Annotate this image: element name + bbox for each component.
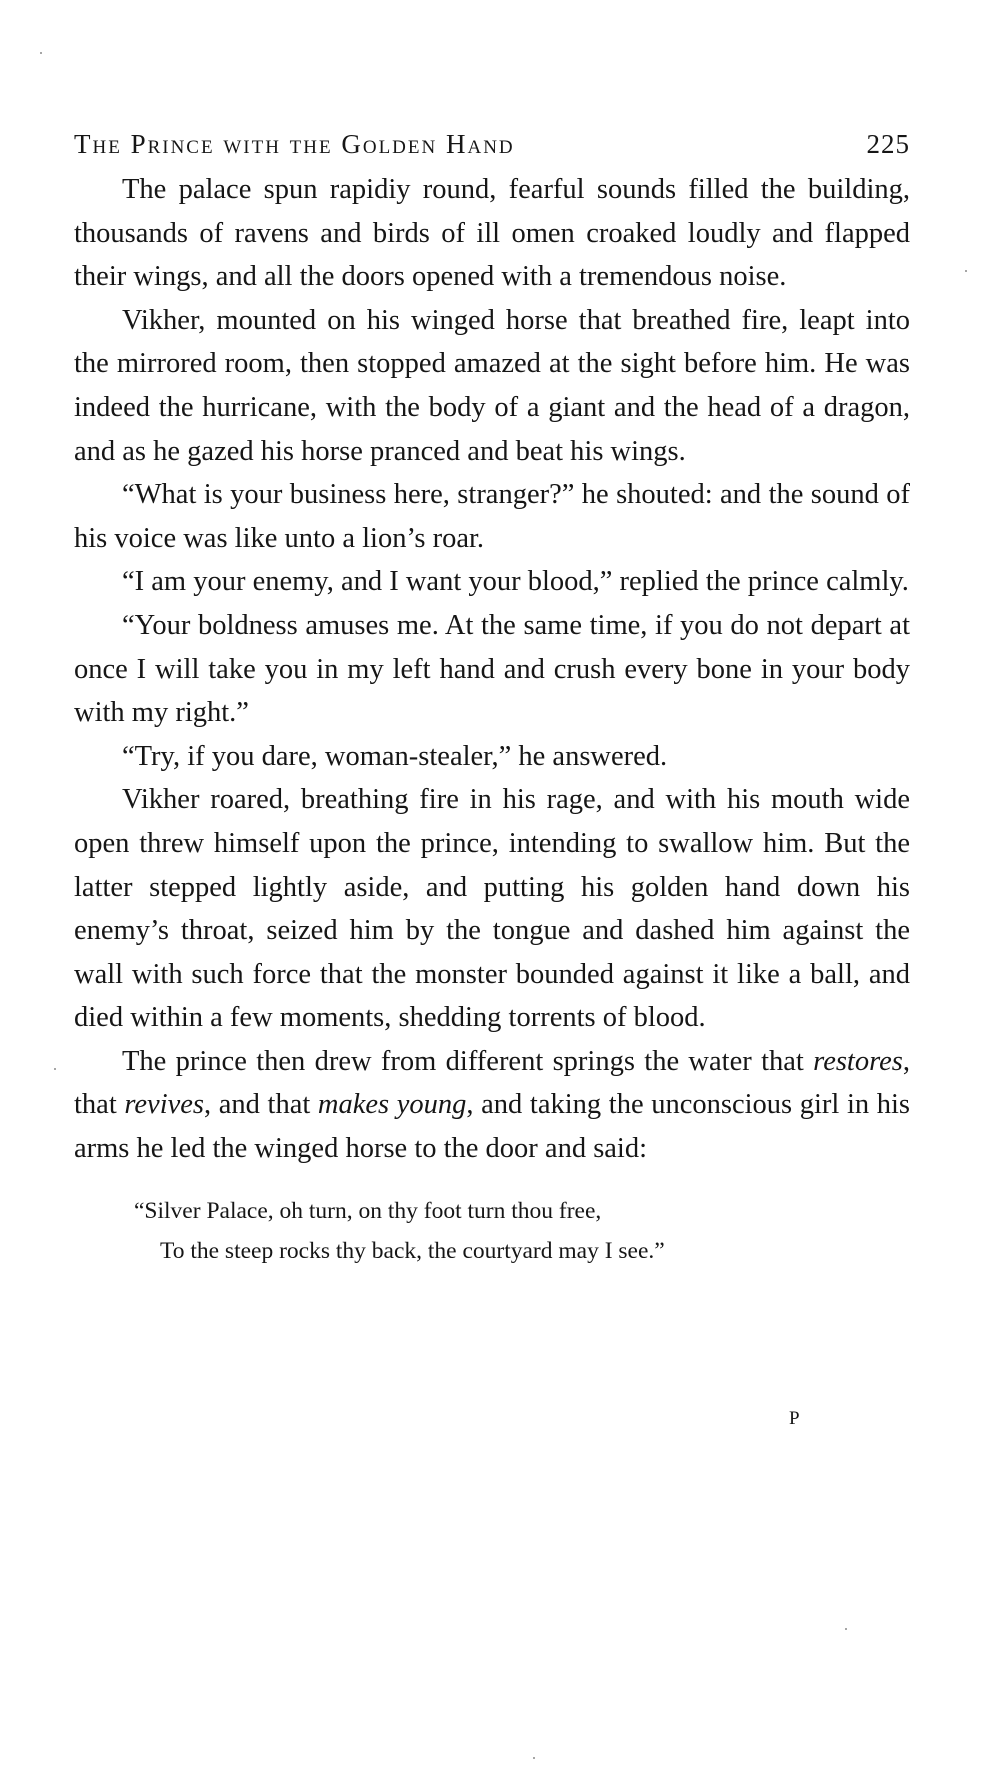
paragraph-waters (74, 1040, 910, 1171)
paragraph-vikher-threat: “Your boldness amuses me. At the same time, if you do not depart at once I will take you in my left hand and crush every bone in your body with my right.” (74, 609, 910, 729)
waters-restores: restores (813, 1045, 903, 1077)
paper-speck (965, 270, 967, 272)
waters-text-2: , that (74, 1045, 910, 1121)
paper-speck (54, 1068, 56, 1070)
waters-text-3: , and that (204, 1089, 318, 1121)
running-head (74, 126, 910, 162)
running-title: The Prince with the Golden Hand (74, 129, 515, 159)
waters-makes-young: makes young (317, 1089, 467, 1121)
waters-text-4: , and taking the unconscious girl in his arms he led the winged horse to the door and said: (74, 1089, 910, 1165)
waters-text-1: The prince then drew from different springs the water that (122, 1045, 814, 1077)
paragraph-vikher-shouts: “What is your business here, stranger?” he shouted: and the sound of his voice was like unto a lion’s roar. (74, 479, 910, 554)
verse-line-2: To the steep rocks thy back, the courtyard may I see.” (160, 1237, 665, 1264)
paragraph-palace-spins: The palace spun rapidiy round, fearful sounds filled the building, thousands of ravens and birds of ill omen croaked loudly and flapped their wings, and all the doors opened with a tremendous noise. (74, 174, 910, 293)
paper-speck (533, 1757, 535, 1759)
paper-speck (845, 1628, 847, 1630)
signature-mark: P (789, 1408, 801, 1429)
paragraph-battle: Vikher roared, breathing fire in his rage, and with his mouth wide open threw himself upon the prince, intending to swallow him. But the latter stepped lightly aside, and putting his golden hand down his enemy’s throat, seized him by the tongue and dashed him against the wall with such force that the monster bounded against it like a ball, and died within a few moments, shedding torrents of blood. (74, 784, 910, 1034)
paragraph-prince-answer: “Try, if you dare, woman-stealer,” he answered. (122, 740, 668, 772)
book-page (74, 126, 910, 1271)
page-number: 225 (866, 129, 910, 159)
waters-revives: revives (124, 1089, 205, 1121)
paper-speck (40, 52, 42, 54)
verse-line-1: “Silver Palace, oh turn, on thy foot turn thou free, (134, 1197, 602, 1224)
verse-block (134, 1191, 910, 1271)
paragraph-vikher-arrives: Vikher, mounted on his winged horse that breathed fire, leapt into the mirrored room, then stopped amazed at the sight before him. He was indeed the hurricane, with the body of a giant and the head of a dragon, and as he gazed his horse pranced and beat his wings. (74, 304, 910, 467)
paragraph-prince-replies: “I am your enemy, and I want your blood,” replied the prince calmly. (122, 566, 909, 598)
